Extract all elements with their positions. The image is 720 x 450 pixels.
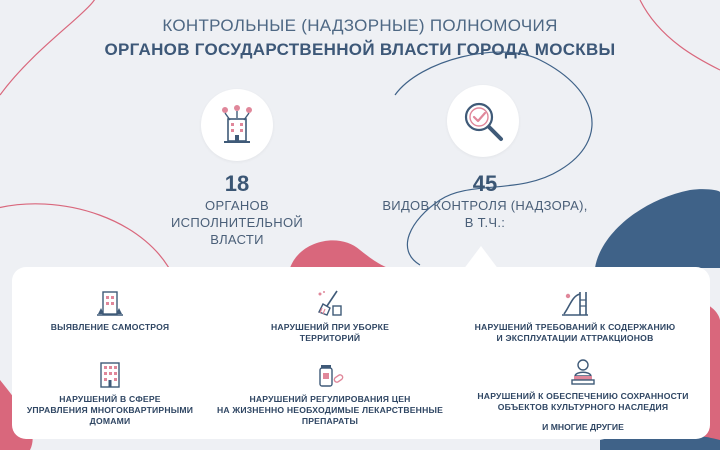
item-medicine-prices-line-2: НА ЖИЗНЕННО НЕОБХОДИМЫЕ ЛЕКАРСТВЕННЫЕ (216, 405, 444, 415)
monument-bust-icon (568, 357, 598, 387)
and-many-others-note: И МНОГИЕ ДРУГИЕ (542, 422, 624, 432)
stat-agencies-number: 18 (224, 171, 250, 196)
medicine-pills-icon (315, 360, 345, 390)
item-housing-management (0, 360, 230, 427)
item-housing-management-line-3: ДОМАМИ (89, 416, 131, 426)
title-line-2: ОРГАНОВ ГОСУДАРСТВЕННОЙ ВЛАСТИ ГОРОДА МОСКВЫ (104, 40, 616, 59)
item-cleaning-violations-line-2: ТЕРРИТОРИЙ (299, 333, 361, 343)
building-icon (216, 104, 258, 146)
item-unauthorized-construction (0, 288, 230, 333)
item-medicine-prices (210, 360, 450, 427)
item-housing-management-line-1: НАРУШЕНИЙ В СФЕРЕ (59, 394, 161, 404)
item-attractions-violations (455, 288, 695, 344)
stat-control-types-label-2: В Т.Ч.: (464, 215, 506, 230)
cleaning-broom-icon (315, 288, 345, 318)
title-line-1: КОНТРОЛЬНЫЕ (НАДЗОРНЫЕ) ПОЛНОМОЧИЯ (162, 16, 558, 35)
item-cultural-heritage-line-2: ОБЪЕКТОВ КУЛЬТУРНОГО НАСЛЕДИЯ (497, 402, 669, 412)
item-cultural-heritage (463, 357, 703, 413)
item-unauthorized-construction-text: ВЫЯВЛЕНИЕ САМОСТРОЯ (50, 322, 170, 332)
stat-control-types-label-1: ВИДОВ КОНТРОЛЯ (НАДЗОРА), (382, 198, 588, 213)
magnifier-check-icon (459, 97, 507, 145)
stat-agencies-label-1: ОРГАНОВ (205, 198, 269, 213)
stat-agencies-label-3: ВЛАСТИ (210, 232, 264, 247)
item-attractions-violations-line-1: НАРУШЕНИЙ ТРЕБОВАНИЙ К СОДЕРЖАНИЮ (474, 322, 676, 332)
building-icon-circle (201, 89, 273, 161)
stat-agencies (157, 171, 317, 248)
item-housing-management-line-2: УПРАВЛЕНИЯ МНОГОКВАРТИРНЫМИ (26, 405, 194, 415)
item-cleaning-violations (210, 288, 450, 344)
item-attractions-violations-line-2: И ЭКСПЛУАТАЦИИ АТТРАКЦИОНОВ (496, 333, 654, 343)
stat-control-types-number: 45 (472, 171, 498, 196)
stat-control-types (370, 171, 600, 231)
magnifier-icon-circle (447, 85, 519, 157)
item-cleaning-violations-line-1: НАРУШЕНИЙ ПРИ УБОРКЕ (270, 322, 390, 332)
item-medicine-prices-line-1: НАРУШЕНИЙ РЕГУЛИРОВАНИЯ ЦЕН (249, 394, 411, 404)
item-cultural-heritage-line-1: НАРУШЕНИЙ К ОБЕСПЕЧЕНИЮ СОХРАННОСТИ (477, 391, 689, 401)
page-title (0, 14, 720, 62)
deco-curve-right (395, 52, 592, 265)
apartment-building-icon (95, 360, 125, 390)
deco-blob-navy-right (595, 189, 720, 268)
attraction-slide-icon (560, 288, 590, 318)
item-medicine-prices-line-3: ПРЕПАРАТЫ (301, 416, 359, 426)
stat-agencies-label-2: ИСПОЛНИТЕЛЬНОЙ (170, 215, 304, 230)
construction-building-icon (95, 288, 125, 318)
